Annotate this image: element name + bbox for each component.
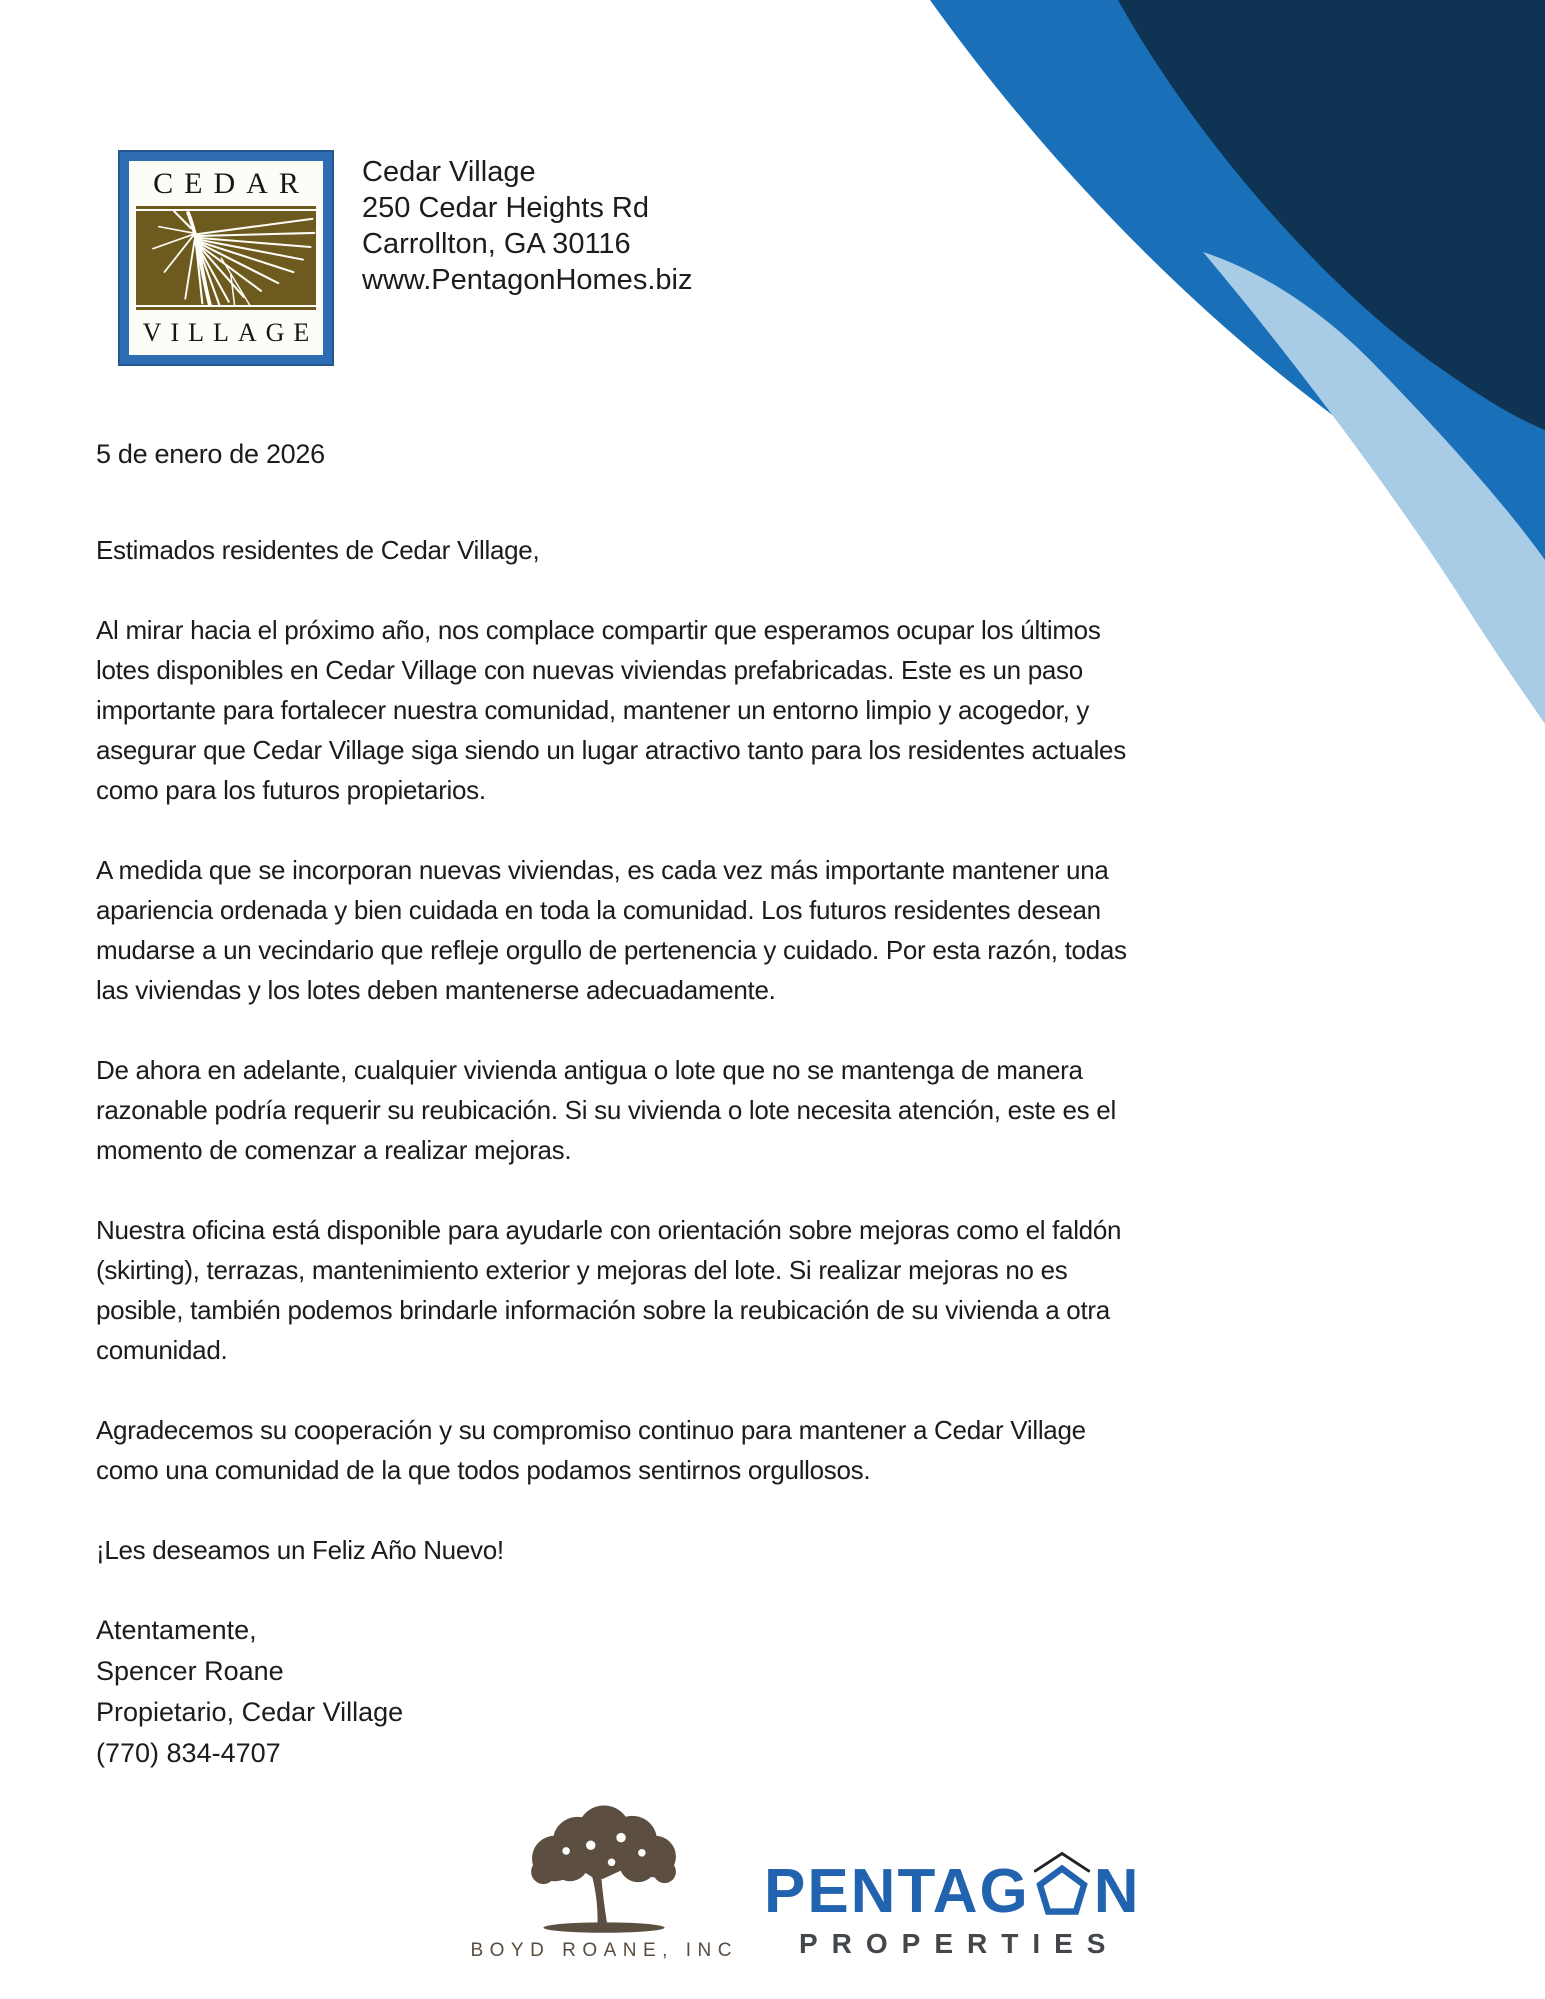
paragraph-line: momento de comenzar a realizar mejoras.	[96, 1135, 572, 1165]
signature-phone: (770) 834-4707	[96, 1738, 281, 1768]
paragraph-line: Al mirar hacia el próximo año, nos complace compartir que esperamos ocupar los últimos	[96, 615, 1101, 645]
pentagon-properties-logo	[764, 1850, 1141, 1962]
sender-address-block	[362, 152, 692, 364]
paragraph-line: A medida que se incorporan nuevas viviendas, es cada vez más importante mantener una	[96, 855, 1109, 885]
paragraph-line: comunidad.	[96, 1335, 228, 1365]
paragraph-3	[96, 1050, 1356, 1170]
letter-date: 5 de enero de 2026	[96, 439, 325, 469]
paragraph-line: posible, también podemos brindarle información sobre la reubicación de su vivienda a otra	[96, 1295, 1110, 1325]
paragraph-line: asegurar que Cedar Village siga siendo un lugar atractivo tanto para los residentes actuales	[96, 735, 1126, 765]
footer-logos	[0, 1796, 1545, 1962]
signature-name: Spencer Roane	[96, 1656, 284, 1686]
closing-wish: ¡Les deseamos un Feliz Año Nuevo!	[96, 1535, 504, 1565]
pentagon-house-icon	[1033, 1850, 1091, 1922]
paragraph-line: importante para fortalecer nuestra comunidad, mantener un entorno limpio y acogedor, y	[96, 695, 1090, 725]
signature-salutation: Atentamente,	[96, 1615, 257, 1645]
signature-block	[96, 1610, 1356, 1774]
letterhead	[0, 0, 1545, 364]
sender-name: Cedar Village	[362, 156, 536, 188]
logo-divider	[136, 206, 316, 209]
paragraph-line: razonable podría requerir su reubicación. Si su vivienda o lote necesita atención, este es el	[96, 1095, 1116, 1125]
paragraph-line: apariencia ordenada y bien cuidada en toda la comunidad. Los futuros residentes desean	[96, 895, 1101, 925]
cedar-village-logo-top-word: CEDAR	[153, 166, 310, 200]
paragraph-line: Nuestra oficina está disponible para ayudarle con orientación sobre mejoras como el faldón	[96, 1215, 1122, 1245]
paragraph-line: las viviendas y los lotes deben mantenerse adecuadamente.	[96, 975, 776, 1005]
paragraph-line: De ahora en adelante, cualquier vivienda antigua o lote que no se mantenga de manera	[96, 1055, 1083, 1085]
sender-street: 250 Cedar Heights Rd	[362, 192, 649, 224]
paragraph-4	[96, 1210, 1356, 1370]
paragraph-line: (skirting), terrazas, mantenimiento exterior y mejoras del lote. Si realizar mejoras no es	[96, 1255, 1068, 1285]
paragraph-line: lotes disponibles en Cedar Village con nuevas viviendas prefabricadas. Este es un paso	[96, 655, 1083, 685]
paragraph-line: como para los futuros propietarios.	[96, 775, 486, 805]
cedar-branch-icon	[136, 211, 316, 305]
cedar-village-logo-bottom-word: VILLAGE	[142, 317, 319, 347]
pentagon-word-end: N	[1093, 1857, 1141, 1926]
paragraph-5	[96, 1410, 1356, 1490]
oak-tree-icon	[498, 1796, 710, 1938]
paragraph-2	[96, 850, 1356, 1010]
properties-label: PROPERTIES	[799, 1928, 1120, 1959]
letter-greeting: Estimados residentes de Cedar Village,	[96, 535, 540, 565]
sender-city: Carrollton, GA 30116	[362, 228, 631, 260]
paragraph-1	[96, 610, 1356, 810]
paragraph-line: como una comunidad de la que todos podamos sentirnos orgullosos.	[96, 1455, 871, 1485]
boyd-roane-label: BOYD ROANE, INC	[470, 1940, 738, 1961]
pentagon-wordmark	[763, 1850, 1141, 1926]
pentagon-word-start: PENTAG	[763, 1857, 1030, 1926]
boyd-roane-logo	[470, 1796, 737, 1962]
letter-body	[96, 434, 1356, 1774]
cedar-village-logo	[120, 152, 332, 364]
paragraph-line: Agradecemos su cooperación y su compromiso continuo para mantener a Cedar Village	[96, 1415, 1086, 1445]
sender-website: www.PentagonHomes.biz	[362, 264, 693, 296]
paragraph-line: mudarse a un vecindario que refleje orgullo de pertenencia y cuidado. Por esta razón, todas	[96, 935, 1127, 965]
signature-title: Propietario, Cedar Village	[96, 1697, 404, 1727]
